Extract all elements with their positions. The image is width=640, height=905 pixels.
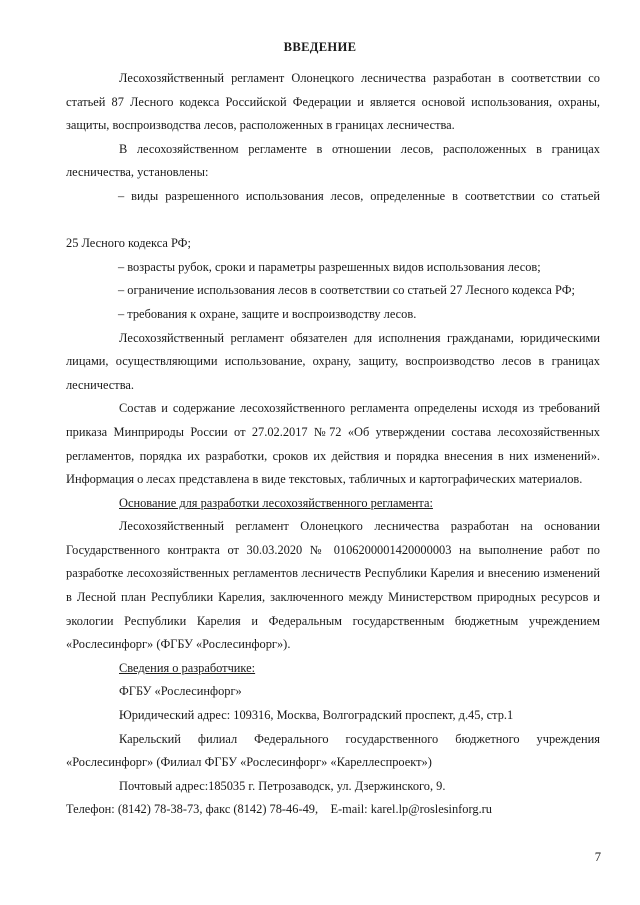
developer-name: ФГБУ «Рослесинфорг» (119, 684, 242, 699)
basis-paragraph: Лесохозяйственный регламент Олонецкого лесничества разработан на основании Государственного контракта от 30.03.2020 № 0106200001420000003 на выполнение работ по разработке лесохозяйственных регламентов лесничеств Республики Карелия и внесению изменений в Лесной план Республики Карелия, заключенного между Министерством природных ресурсов и экологии Республики Карелия и Федеральным государственным бюджетным учреждением «Рослесинфорг» (ФГБУ «Рослесинфорг»). (66, 519, 600, 652)
developer-heading (66, 657, 600, 681)
intro-paragraph: Лесохозяйственный регламент Олонецкого лесничества разработан в соответствии со статьей 87 Лесного кодекса Российской Федерации и является основой использования, охраны, защиты, воспроизводства лесов, расположенных в границах лесничества. (66, 71, 600, 133)
basis-heading-text: Основание для разработки лесохозяйственного регламента: (119, 495, 433, 510)
contacts-line: Телефон: (8142) 78-38-73, факс (8142) 78-46-49, E-mail: karel.lp@roslesinforg.ru (66, 802, 493, 817)
section-heading: ВВЕДЕНИЕ (283, 40, 357, 54)
list-item-usage-types-cont: 25 Лесного кодекса РФ; (66, 236, 191, 251)
list-item-protection: – требования к охране, защите и воспроизводству лесов. (118, 306, 417, 321)
developer-heading-text: Сведения о разработчике: (119, 660, 256, 675)
list-item-usage-types: – виды разрешенного использования лесов, определенные в соответствии со статьей (118, 188, 600, 203)
developer-legal-address: Юридический адрес: 109316, Москва, Волгоградский проспект, д.45, стр.1 (119, 708, 514, 723)
page-number: 7 (594, 850, 601, 864)
established-paragraph: В лесохозяйственном регламенте в отношении лесов, расположенных в границах лесничества, установлены: (66, 141, 600, 180)
obligation-paragraph: Лесохозяйственный регламент обязателен для исполнения гражданами, юридическими лицами, осуществляющими использование, охрану, защиту, воспроизводство лесов в границах лесничества. (66, 330, 600, 392)
list-item-restrictions: – ограничение использования лесов в соответствии со статьей 27 Лесного кодекса РФ; (118, 283, 575, 298)
body-text (66, 67, 600, 822)
list-item-felling-ages: – возрасты рубок, сроки и параметры разрешенных видов использования лесов; (118, 259, 541, 274)
branch-paragraph: Карельский филиал Федерального государственного бюджетного учреждения «Рослесинфорг» (Филиал ФГБУ «Рослесинфорг» «Кареллеспроект») (66, 731, 600, 770)
postal-address: Почтовый адрес:185035 г. Петрозаводск, ул. Дзержинского, 9. (119, 778, 446, 793)
basis-heading (66, 492, 600, 516)
composition-paragraph: Состав и содержание лесохозяйственного регламента определены исходя из требований приказа Минприроды России от 27.02.2017 №72 «Об утверждении состава лесохозяйственных регламентов, порядка их разработки, сроков их действия и порядка внесения в них изменений». Информация о лесах представлена в виде текстовых, табличных и картографических материалов. (66, 401, 600, 487)
